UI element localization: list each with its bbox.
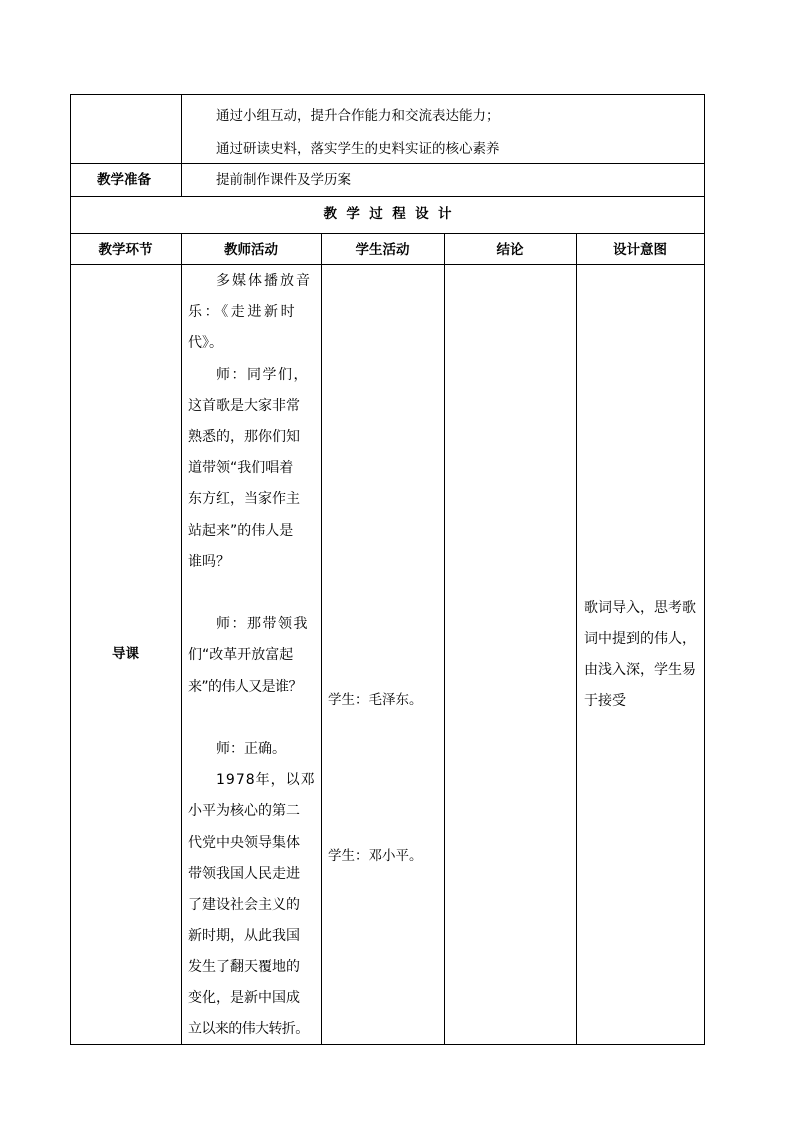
teacher-line: 带领我国人民走进 (188, 866, 300, 882)
teacher-line: 站起来”的伟人是 (188, 523, 294, 539)
row-divider (70, 233, 705, 234)
table-border-bottom (70, 1044, 705, 1045)
col-divider (444, 233, 445, 1045)
header-stage: 教学环节 (98, 242, 153, 258)
teacher-line: 师：那带领我 (216, 616, 309, 632)
teacher-line: 这首歌是大家非常 (188, 398, 300, 414)
row-divider (70, 196, 705, 197)
teacher-line: 东方红，当家作主 (188, 491, 300, 507)
intent-line: 词中提到的伟人， (584, 631, 696, 647)
teacher-line: 发生了翻天覆地的 (188, 959, 300, 975)
table-border-right (704, 94, 705, 1045)
stage-label: 导课 (112, 646, 139, 662)
teacher-line: 师：正确。 (216, 741, 286, 757)
teacher-line: 变化，是新中国成 (188, 990, 300, 1006)
teacher-line: 代党中央领导集体 (188, 835, 300, 851)
teacher-line: 谁吗？ (188, 554, 230, 570)
teacher-line: 师：同学们， (216, 367, 309, 383)
row-divider (70, 163, 705, 164)
table-border-top (70, 94, 705, 95)
header-teacher-activity: 教师活动 (224, 242, 278, 258)
teacher-line: 1978年，以邓 (216, 772, 316, 788)
teacher-line: 多媒体播放音 (216, 273, 312, 289)
table-border-left (70, 94, 71, 1045)
process-title: 教 学 过 程 设 计 (323, 206, 452, 222)
teacher-line: 熟悉的，那你们知 (188, 429, 300, 445)
intent-line: 由浅入深，学生易 (584, 662, 696, 678)
header-design-intent: 设计意图 (613, 242, 667, 258)
teacher-line: 新时期，从此我国 (188, 928, 300, 944)
col-divider (321, 233, 322, 1045)
teacher-line: 道带领“我们唱着 (188, 460, 294, 476)
row-divider (70, 264, 705, 265)
header-conclusion: 结论 (496, 242, 524, 258)
col-divider (181, 94, 182, 196)
goal-line-2: 通过研读史料，落实学生的史料实证的核心素养 (216, 141, 500, 157)
teacher-line: 了建设社会主义的 (188, 897, 300, 913)
col-divider (181, 233, 182, 1045)
teacher-line: 立以来的伟大转折。 (188, 1021, 309, 1037)
preparation-content: 提前制作课件及学历案 (216, 172, 351, 188)
student-answer: 学生：邓小平。 (328, 848, 423, 864)
intent-line: 于接受 (584, 693, 626, 709)
preparation-label: 教学准备 (97, 172, 151, 188)
teacher-line: 们“改革开放富起 (188, 647, 294, 663)
teacher-line: 代》。 (188, 335, 223, 351)
col-divider (576, 233, 577, 1045)
teacher-line: 乐：《走进新时 (188, 304, 298, 320)
header-student-activity: 学生活动 (355, 242, 410, 258)
teacher-line: 小平为核心的第二 (188, 803, 300, 819)
student-answer: 学生：毛泽东。 (328, 692, 423, 708)
goal-line-1: 通过小组互动，提升合作能力和交流表达能力； (216, 108, 500, 124)
teacher-line: 来”的伟人又是谁？ (188, 679, 302, 695)
intent-line: 歌词导入，思考歌 (584, 600, 696, 616)
